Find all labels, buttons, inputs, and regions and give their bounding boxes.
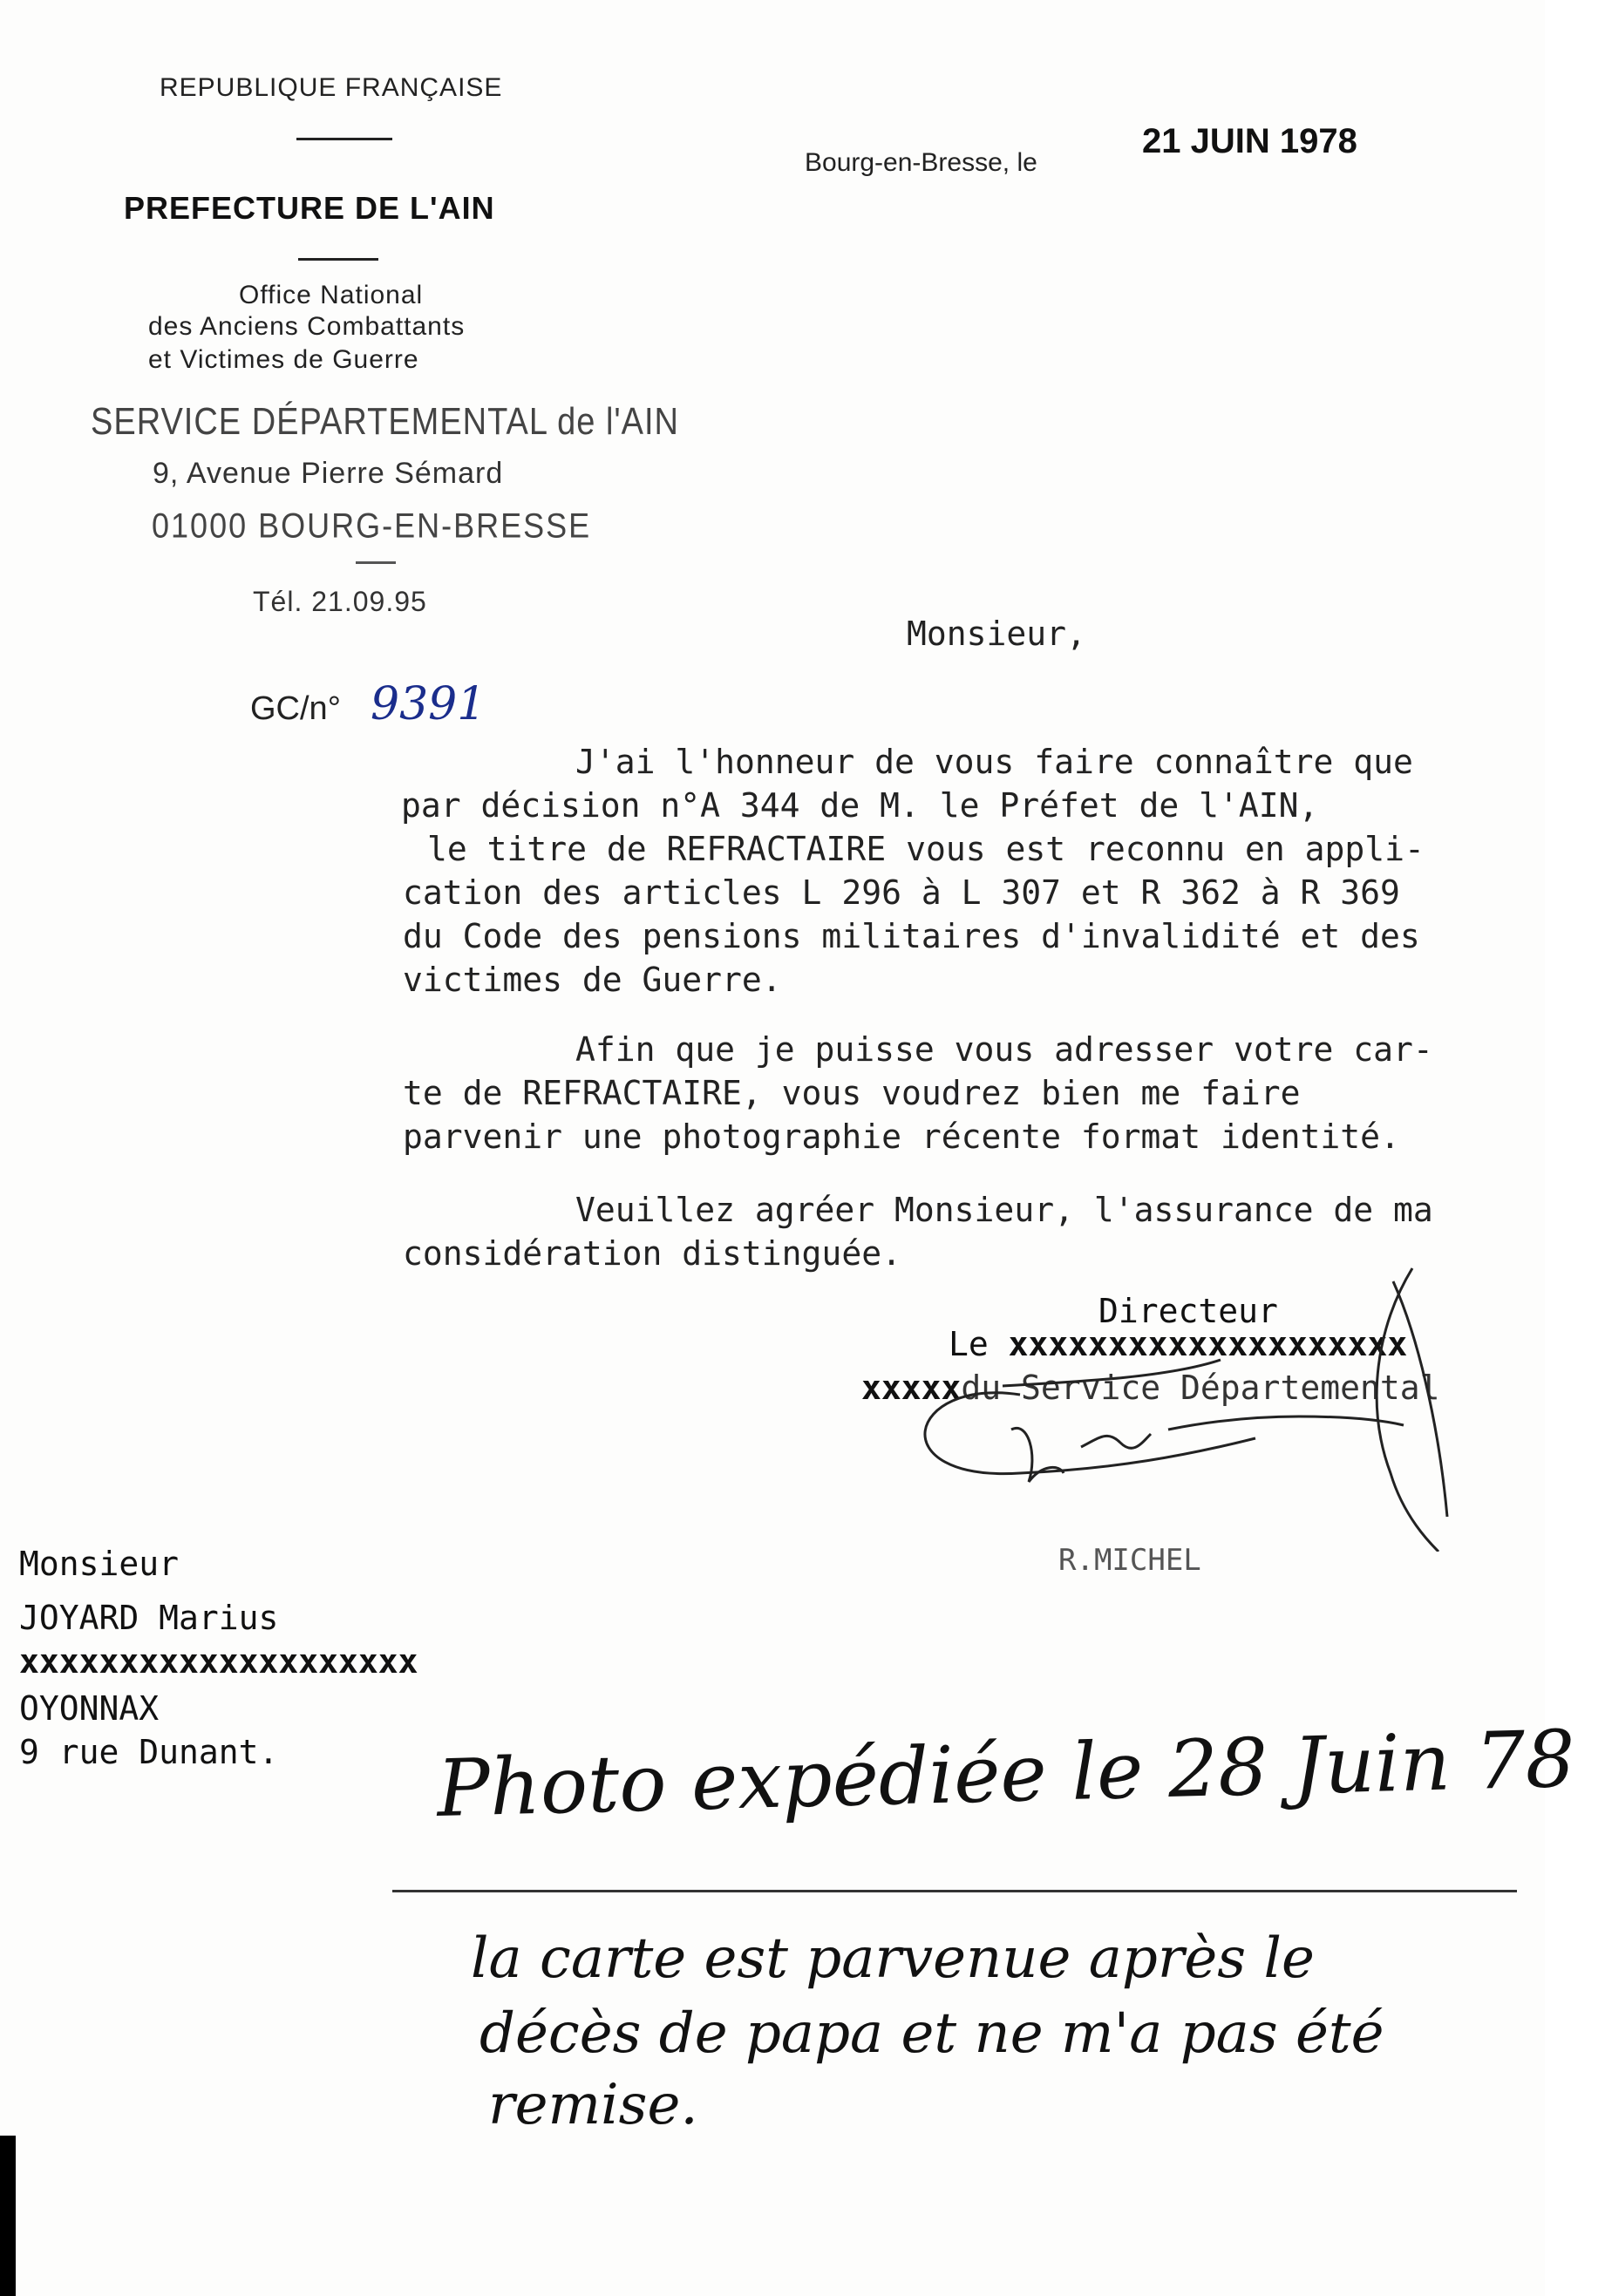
struck-text: xxxxxxxxxxxxxxxxxxxx bbox=[1008, 1325, 1408, 1363]
body-line: victimes de Guerre. bbox=[403, 961, 782, 999]
body-line: le titre de REFRACTAIRE vous est reconnu en appli- bbox=[427, 830, 1425, 868]
address-line-1: 9, Avenue Pierre Sémard bbox=[153, 457, 504, 490]
body-line: parvenir une photographie récente format identité. bbox=[403, 1117, 1400, 1156]
date-stamp: 21 JUIN 1978 bbox=[1142, 122, 1357, 160]
divider bbox=[298, 258, 378, 261]
salutation: Monsieur, bbox=[907, 615, 1086, 653]
office-line-2: des Anciens Combattants bbox=[148, 312, 466, 341]
body-line: du Code des pensions militaires d'invalidité et des bbox=[403, 917, 1420, 955]
office-line-3: et Victimes de Guerre bbox=[148, 345, 419, 374]
handwritten-signature bbox=[889, 1255, 1500, 1552]
struck-text: xxxxx bbox=[861, 1369, 962, 1407]
service-stamp: SERVICE DÉPARTEMENTAL de l'AIN bbox=[91, 401, 679, 444]
reference-label: GC/n° bbox=[250, 690, 341, 727]
divider bbox=[296, 138, 392, 140]
telephone: Tél. 21.09.95 bbox=[253, 586, 427, 617]
republique-header: REPUBLIQUE FRANÇAISE bbox=[160, 73, 503, 102]
body-line: cation des articles L 296 à L 307 et R 362 à R 369 bbox=[403, 873, 1400, 912]
divider bbox=[356, 561, 396, 564]
handwritten-note-line: remise. bbox=[488, 2073, 698, 2137]
signatory-le: Le bbox=[949, 1325, 989, 1363]
recipient-name: JOYARD Marius bbox=[19, 1599, 279, 1637]
body-line: par décision n°A 344 de M. le Préfet de l'AIN, bbox=[401, 786, 1319, 825]
body-line: Afin que je puisse vous adresser votre car- bbox=[575, 1030, 1433, 1069]
service-text: du Service Départemental bbox=[961, 1369, 1440, 1407]
body-line: te de REFRACTAIRE, vous voudrez bien me faire bbox=[403, 1074, 1301, 1112]
prefecture-title: PREFECTURE DE L'AIN bbox=[124, 190, 495, 226]
body-line: J'ai l'honneur de vous faire connaître que bbox=[575, 743, 1413, 781]
recipient-line: Monsieur bbox=[19, 1545, 180, 1583]
office-line-1: Office National bbox=[239, 281, 424, 309]
address-line-2: 01000 BOURG-EN-BRESSE bbox=[152, 506, 592, 546]
handwritten-note-photo: Photo expédiée le 28 Juin 78 bbox=[436, 1713, 1577, 1835]
body-line: considération distinguée. bbox=[403, 1234, 901, 1273]
handwritten-note-line: la carte est parvenue après le bbox=[471, 1926, 1315, 1991]
signatory-title: Directeur bbox=[1098, 1292, 1278, 1330]
recipient-street: 9 rue Dunant. bbox=[19, 1733, 279, 1771]
body-line: Veuillez agréer Monsieur, l'assurance de ma bbox=[575, 1191, 1433, 1229]
divider bbox=[392, 1890, 1517, 1892]
handwritten-note-line: décès de papa et ne m'a pas été bbox=[479, 2001, 1384, 2066]
reference-number-handwritten: 9391 bbox=[371, 678, 486, 730]
scan-edge bbox=[0, 2136, 16, 2296]
struck-text: xxxxxxxxxxxxxxxxxxxx bbox=[19, 1642, 418, 1681]
recipient-city: OYONNAX bbox=[19, 1689, 160, 1728]
date-label: Bourg-en-Bresse, le bbox=[805, 148, 1037, 177]
signatory-name: R.MICHEL bbox=[1058, 1543, 1201, 1578]
